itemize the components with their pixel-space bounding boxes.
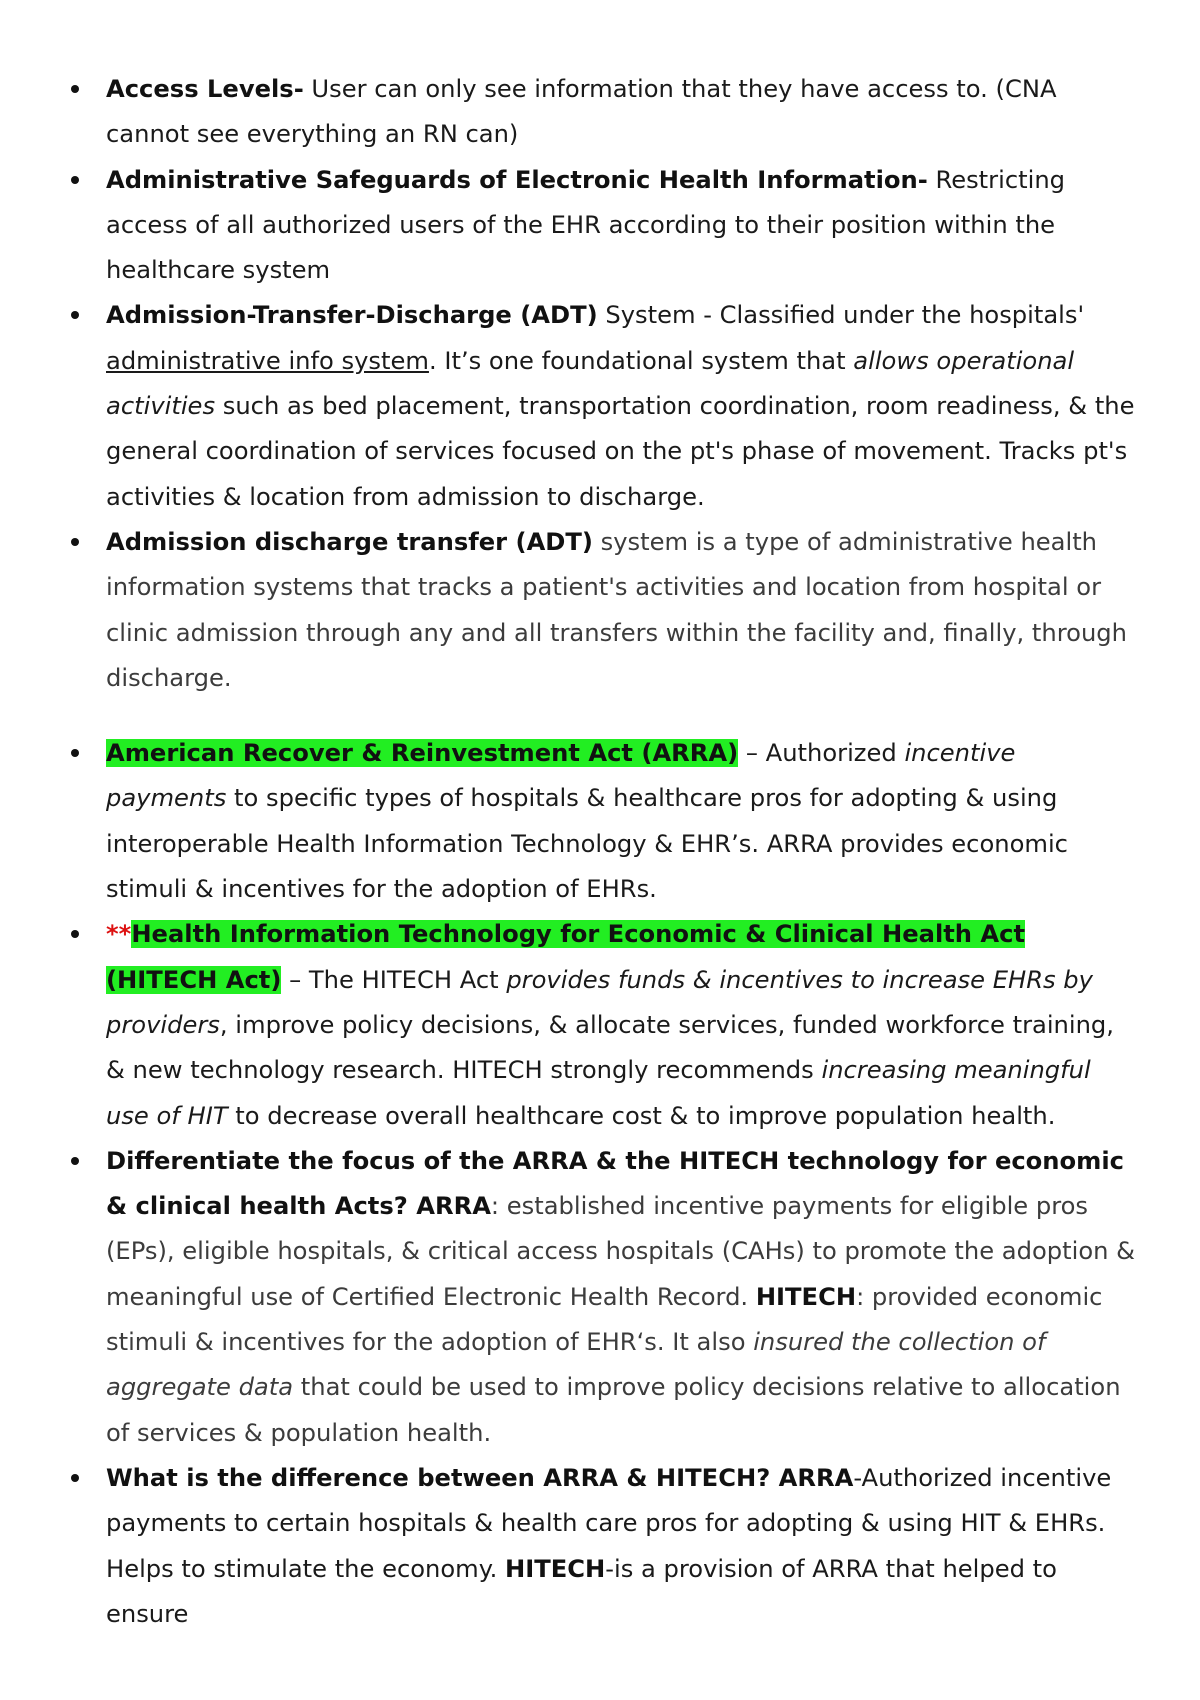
term-label: Administrative Safeguards of Electronic Health Information- (106, 165, 928, 194)
italic-text: insured the collection of aggregate data (106, 1328, 1046, 1402)
bullet-icon (71, 1157, 79, 1165)
term-label: Differentiate the focus of the ARRA & the HITECH technology for economic & clinical health Acts? ARRA (106, 1146, 1124, 1221)
definition-text: -Authorized incentive payments to certain hospitals & health care pros for adopting & using HIT & EHRs. Helps to stimulate the economy. (106, 1463, 1112, 1583)
highlighted-term: Health Information Technology for Economic & Clinical Health Act (HITECH Act) (106, 920, 1026, 994)
bullet-icon (71, 930, 79, 938)
list-item-administrative-safeguards (106, 158, 1136, 294)
bullet-icon (71, 311, 79, 319)
definition-text: to specific types of hospitals & healthcare pros for adopting & using interoperable Health Information Technology & EHR’s. ARRA provides economic stimuli & incentives for the adoption of EHRs. (106, 784, 1068, 904)
notes-list (106, 67, 1136, 1637)
list-item-arra (106, 731, 1136, 912)
list-item-hitech (106, 912, 1136, 1138)
term-label: Admission-Transfer-Discharge (ADT) (106, 301, 598, 330)
term-label: Admission discharge transfer (ADT) (106, 527, 593, 556)
highlighted-term: American Recover & Reinvestment Act (ARRA) (106, 739, 739, 768)
list-item-arra-vs-hitech (106, 1456, 1136, 1637)
list-item-adt-definition (106, 520, 1136, 701)
bullet-icon (71, 1474, 79, 1482)
definition-text: system is a type of administrative health information systems that tracks a patient's activities and location from hospital or clinic admission through any and all transfers within the facility and, finally, through discharge. (106, 527, 1127, 692)
definition-text: to decrease overall healthcare cost & to improve population health. (227, 1101, 1056, 1130)
bullet-icon (71, 176, 79, 184)
italic-text: allows operational activities (106, 346, 1075, 421)
term-label: Access Levels- (106, 75, 304, 103)
definition-text: such as bed placement, transportation coordination, room readiness, & the general coordination of services focused on the pt's phase of movement. Tracks pt's activities & location from admission to discharge. (106, 392, 1135, 511)
asterisk-marker: ** (106, 920, 132, 949)
definition-text: that could be used to improve policy decisions relative to allocation of services & population health. (106, 1373, 1121, 1447)
term-label: HITECH (505, 1554, 606, 1583)
definition-text: . It’s one foundational system that (428, 346, 854, 375)
list-item-access-levels (106, 67, 1136, 158)
definition-text: User can only see information that they have access to. (CNA cannot see everything an RN can) (106, 75, 1057, 149)
italic-text: incentive payments (106, 739, 1016, 813)
italic-text: provides funds & incentives to increase EHRs by providers (106, 965, 1093, 1039)
definition-text: Restricting access of all authorized users of the EHR according to their position within the healthcare system (106, 165, 1066, 285)
bullet-icon (71, 538, 79, 546)
term-label: What is the difference between ARRA & HITECH? ARRA (106, 1463, 854, 1492)
definition-text: -is a provision of ARRA that helped to ensure (106, 1554, 1057, 1628)
definition-text: : established incentive payments for eligible pros (EPs), eligible hospitals, & critical access hospitals (CAHs) to promote the adoption & meaningful use of Certified Electronic Health Record. (106, 1192, 1136, 1311)
bullet-icon (71, 749, 79, 757)
definition-text: – Authorized (738, 739, 905, 768)
italic-text: increasing meaningful use of HIT (106, 1056, 1091, 1130)
bullet-icon (71, 85, 79, 93)
definition-text: , improve policy decisions, & allocate services, funded workforce training, & new technology research. HITECH strongly recommends (106, 1010, 1114, 1085)
definition-text: System - Classified under the hospitals' (597, 301, 1085, 330)
list-item-adt-system (106, 293, 1136, 519)
list-item-differentiate-focus (106, 1139, 1136, 1456)
definition-text: – The HITECH Act (281, 965, 507, 994)
underlined-text: administrative info system (106, 346, 429, 375)
term-label: HITECH (755, 1282, 857, 1311)
definition-text: : provided economic stimuli & incentives for the adoption of EHR‘s. It also (106, 1282, 1103, 1357)
